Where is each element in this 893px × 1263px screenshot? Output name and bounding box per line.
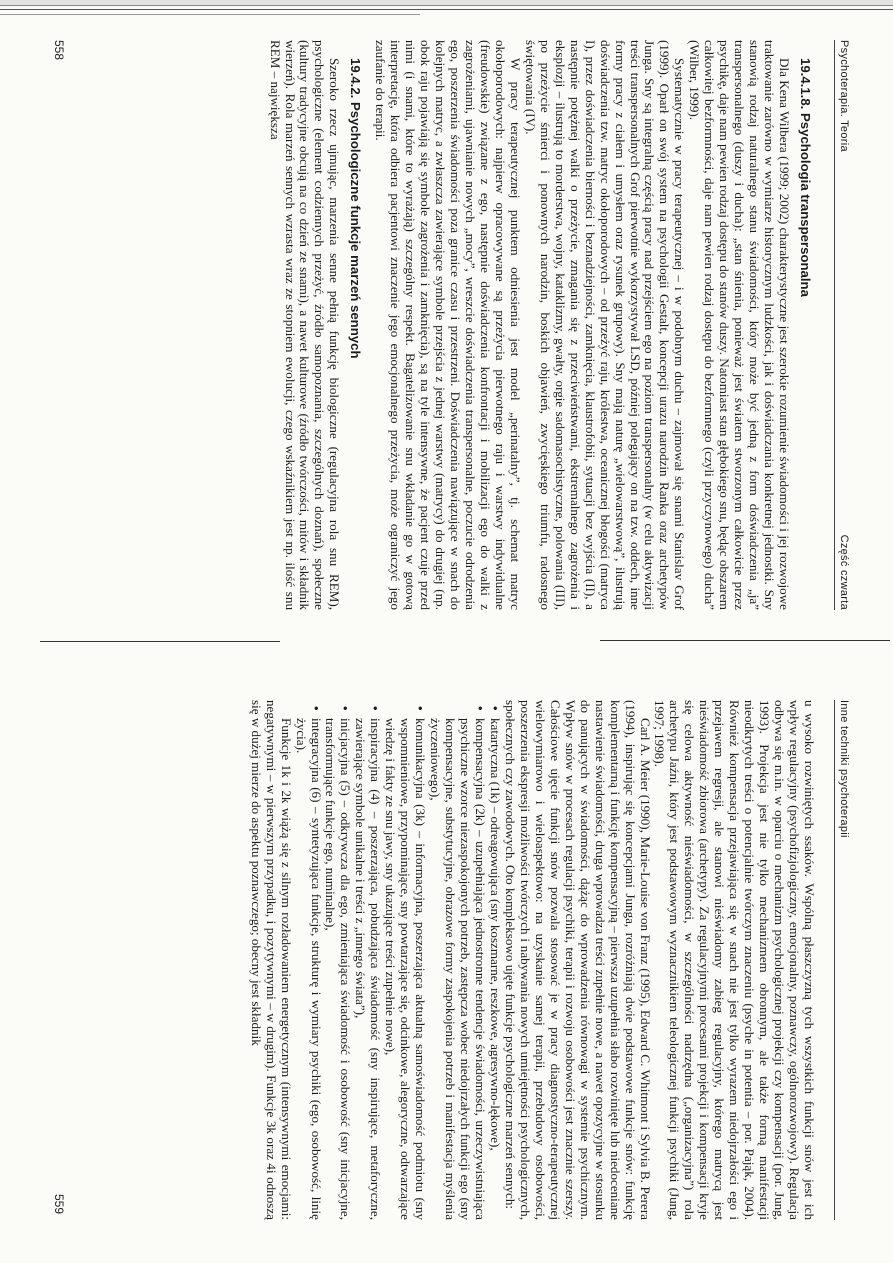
paragraph: Funkcje 1k i 2k wiążą się z silnym rozładowaniem energetycznym (intensywnymi emocjami: negatywnymi – w pierwszym przypadku, i pozytywnymi – w drugim). Funkcje 3k oraz 4i odnoszą się w dużej mierze do aspektu poznawczego; obecny jest składnik <box>248 700 294 1220</box>
list-item: • inspiracyjna (4) – poszerzająca, pobudzająca świadomość (sny inspirujące, metaforyczne, zawierające symbole unikalne i treści z „innego świata”), <box>352 700 382 1220</box>
list-item: • kompensacyjna (2k) – uzupełniająca jednostronne tendencje świadomości, urzeczywistniająca psychiczne wzorce niezaspokojonych potrzeb, zastępcza wobec niedojrzałych funkcji ego (sny kompensacyjne, substytucyjne, obrazowe formy zaspokojenia potrzeb i manifestacja myślenia życzeniowego), <box>427 700 487 1220</box>
section-heading: 19.4.2. Psychologiczne funkcje marzeń sennych <box>348 58 364 359</box>
section-heading: 19.4.1.8. Psychologia transpersonalna <box>798 58 813 297</box>
list-item: • katartyczna (1k) – odreagowująca (sny koszmarne, reszkowe, agresywno-lękowe), <box>487 700 502 1220</box>
paragraph: Carl A. Meier (1990), Marie-Louise von Franz (1995), Edward C. Whitmont i Sylvia B. Perera (1994), inspirując się koncepcjami Junga, rozróżniają dwie podstawowe funkcje snów: funkcję komplementarną i funkcję kompensacyjną – pierwsza uzupełnia słabo rozwinięte lub niedoceniane nastawienie świadomości, druga wprowadza treści zupełnie nowe, a nawet opozycyjne w stosunku do panujących w świadomości, dążąc do wprowadzenia równowagi w systemie psychicznym. Wpływ snów w procesach regulacji psychiki, terapii i rozwoju osobowości jest znacznie szerszy. Całościowe ujęcie funkcji snów pozwala stosować je w pracy diagnostyczno-terapeutycznej wielowymiarowo i wieloaspektowo: na uzyskanie samej terapii, przebudowy osobowości, poszerzenia ekspresji możliwości twórczych i nabywania nowych umiejętności psychologicznych, społecznych czy zawodowych. Oto kompleksowo ujęte funkcje psychologiczne marzeń sennych: <box>502 700 653 1220</box>
page-body <box>267 40 812 610</box>
paragraph: Systematycznie w pracy terapeutycznej – i w podobnym duchu – zajmował się snami Stanislav Grof (1999). Oparł on swój system na psychologii Gestalt, koncepcji urazu narodzin Ranka oraz archetypów Junga. Sny są integralną częścią pracy nad przejściem ego na poziom transpersonalny (w celu aktywizacji treści transpersonalnych Grof pierwotnie wykorzystywał LSD, później polegający on na tzw. oddech, inne formy pracy z ciałem i umysłem oraz rysunek grupowy). Sny mają naturę „wielowarstwową”, ilustrują doświadczenia tzw. matryc okołoporodowych – od przeżyć raju, królestwa, oceanicznej błogości (matryca I), przez doświadczenia bierności i beznadziejności, zamknięcia, klaustrofobii, sytuacji bez wyjścia (II), a następnie potężnej walki o przeżycie, zmagania się z przeciwieństwami, ekstremalnego zagrożenia i eksplozji – ilustrują to morderstwa, wojny, kataklizmy, gwałty, orgie sadomasochistyczne, polowania (III), po przeżycie śmierci i ponownych narodzin, boskich objawień, zwycięskiego triumfu, radosnego świętowania (IV). <box>522 40 688 610</box>
functions-list <box>293 700 502 1220</box>
header-right: Część czwarta <box>838 534 850 610</box>
scan-top-edge <box>0 0 893 6</box>
list-item: • inicjacyjna (5) – odkrywcza dla ego, zmieniająca świadomość i osobowość (sny inicjacyjne, transformujące funkcje ego, numinalne), <box>323 700 353 1220</box>
right-page <box>248 700 850 1220</box>
left-page <box>267 40 850 610</box>
paragraph: W pracy terapeutycznej punktem odniesienia jest model „perinatalny”, tj. schemat matryc okołoporodowych: najpierw opracowywane są przeżycia pierwotnego raju i warstwy indywidualne (freudowskie) związane z ego, następnie doświadczenia konfrontacji i mobilizacji ego do walki z zagrożeniami, ujawnianie nowych „mocy”, wreszcie doświadczenia transpersonalne, poczucie odrodzenia ego, poszerzenia świadomości poza granice czasu i przestrzeni. Doświadczenia nawiązujące w snach do kolejnych matryc, a zwłaszcza zawierające symbole przejścia z jednej warstwy (matrycy) do drugiej (np. obok raju pojawiają się symbole zagrożenia i zamknięcia), są na tyle intensywne, że pacjent czuje przed nimi (i snami, które to wyrażają) szczególny respekt. Bagatelizowanie snu wkładanie go w gotową interpretację, która odbiera pacjentowi znaczenie jego emocjonalnego przeżycia, może ograniczyć jego zaufanie do terapii. <box>373 40 523 610</box>
list-item: • komunikacyjna (3k) – informacyjna, poszerzająca aktualną samoświadomość podmiotu (sny wspomnieniowe, przypominające, sny powtarzające się, odcinkowe, alegoryczne, odtwarzające wiedzę i fakty ze snu jawy, sny ukazujące treści zupełnie nowe), <box>382 700 427 1220</box>
scan-artifact-line <box>0 14 420 15</box>
header-left: Inne techniki psychoterapii <box>838 700 850 838</box>
paragraph: Dla Kena Wilbera (1999; 2002) charakterystyczne jest szerokie rozumienie świadomości i jej rozwojowe traktowanie zarówno w wymiarze historycznym ludzkości, jak i doświadczania konkretnej jednostki. Sny stanowią rodzaj naturalnego stanu świadomości, który może być jedną z form doświadczenia „ja” transpersonalnego (duszy i ducha): „stan śnienia, ponieważ jest światem stworzonym całkowicie przez psychikę, daje nam pewien rodzaj dostępu do stanów duszy. Natomiast stan głębokiego snu, będąc obszarem całkowitej bezformności, daje nam pewien rodzaj dostępu do bezformnego (czyli przyczynowego) ducha” (Wilber, 1999). <box>687 40 793 610</box>
list-item: • integracyjna (6) – syntetyzująca funkcje, strukturę i wymiary psychiki (ego, osobowość, linię życia). <box>293 700 323 1220</box>
page-number: 558 <box>52 40 66 61</box>
running-header <box>834 700 850 1220</box>
running-header <box>834 40 850 610</box>
page-body <box>248 700 816 1220</box>
paragraph: u wysoko rozwiniętych ssaków. Wspólną płaszczyzną tych wszystkich funkcji snów jest ich wpływ regulacyjny (psychofizjologiczny, emocjonalny, poznawczy, ogólnorozwojowy). Regulacja odbywa się m.in. w oparciu o mechanizm psychologicznej projekcji czy kompensacji (por. Jung, 1993). Projekcja jest nie tylko mechanizmem obronnym, ale także formą manifestacji nieodkrytych treści o potencjalnie twórczym znaczeniu (psyche in potentia – por. Pająk, 2004). Również kompensacja przejawiająca się w snach nie jest tylko wyrazem niedojrzałości ego i przejawem regresji, ale stanowi nieświadomy zabieg regulacyjny, którego matrycą jest nieświadomość zbiorowa (archetypy). Za regulacyjnymi procesami projekcji i kompensacji kryje się celowa aktywność nieświadomości, w szczególności nadrzędna („organizacyjna”) rola archetypu Jaźni, który jest podstawowym wyznacznikiem teleologicznej funkcji psychiki (Jung, 1997; 1998). <box>652 700 817 1220</box>
page-number: 559 <box>52 1194 66 1215</box>
fold-line-right <box>600 640 890 641</box>
scan-artifact-line <box>0 9 893 10</box>
paragraph: Szeroko rzecz ujmując, marzenia senne pełnią funkcję biologiczne (regulacyjna rola snu REM), psychologiczne (element codziennych przeżyć, źródło samopoznania, szczególnych doznań), społeczne (kultury tradycyjne obcują na co dzień ze snami), a nawet kulturowe (źródło twórczości, mitów i składnik wierzeń). Rola marzeń sennych wzrasta wraz ze stopniem ewolucji, czego wskaźnikiem jest np. ilość snu REM – największa <box>267 40 343 610</box>
fold-line-left <box>40 641 280 642</box>
header-left: Psychoterapia. Teoria <box>838 40 850 152</box>
